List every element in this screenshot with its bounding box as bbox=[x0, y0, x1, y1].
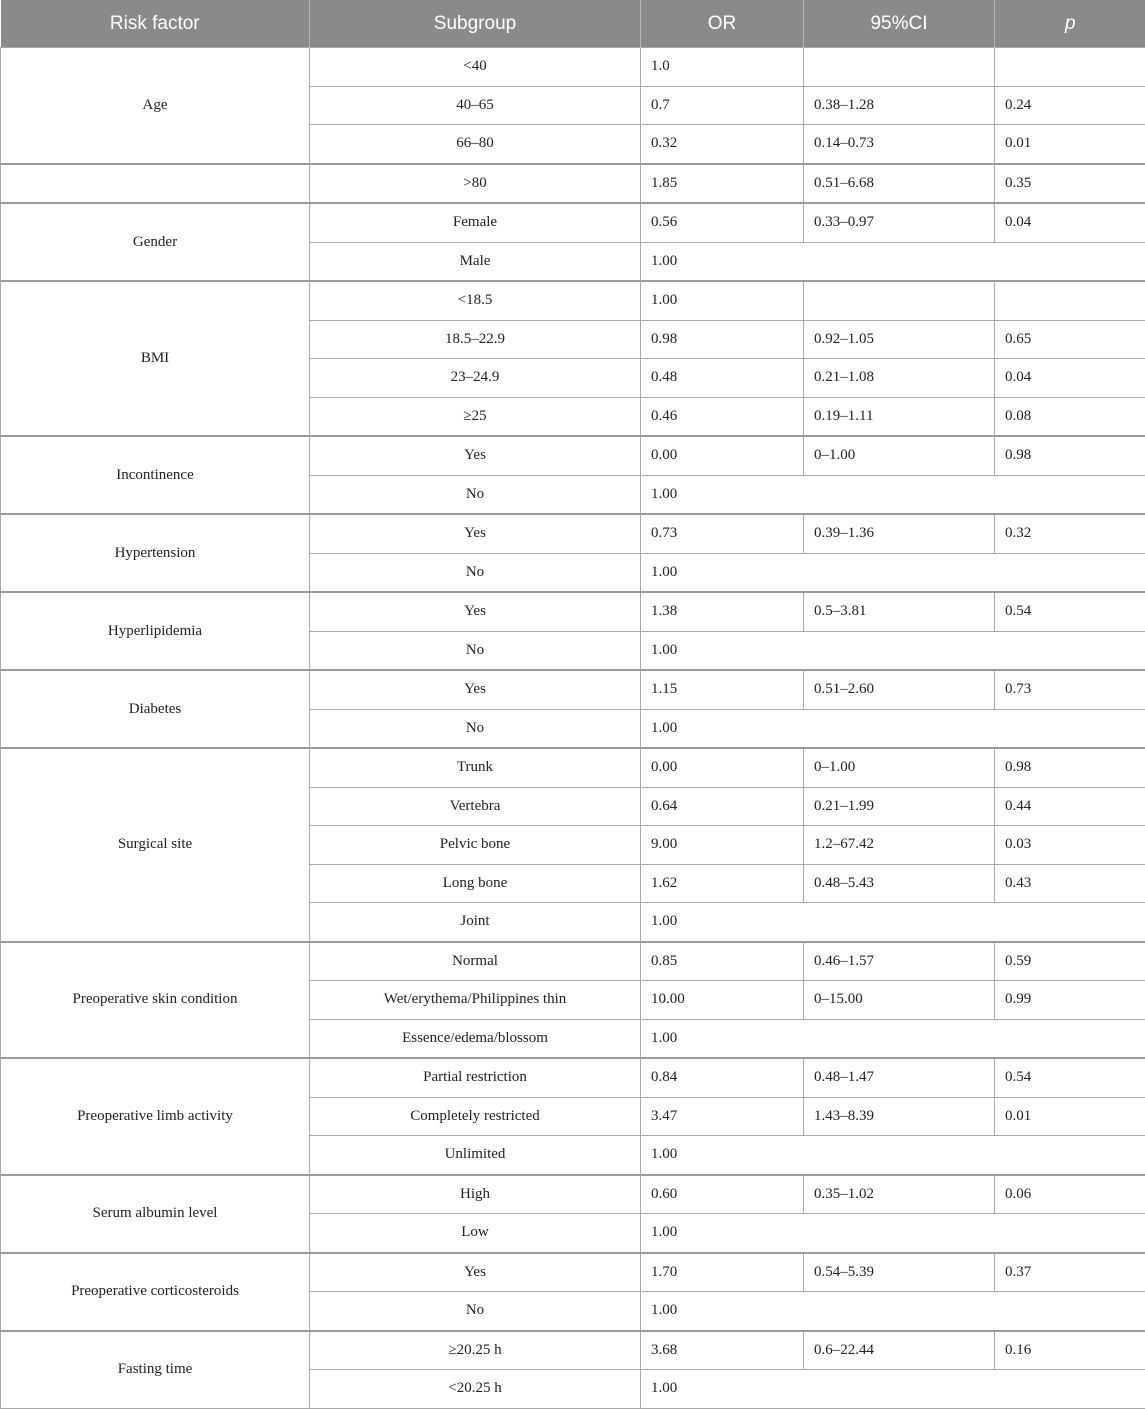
table-row bbox=[1, 48, 1145, 87]
table-row bbox=[1, 1253, 1145, 1292]
subgroup-cell: Joint bbox=[310, 903, 641, 942]
or-cell: 3.68 bbox=[641, 1331, 804, 1370]
subgroup-cell: Normal bbox=[310, 942, 641, 981]
ci-cell: 0.54–5.39 bbox=[804, 1253, 995, 1292]
p-value-cell: 0.35 bbox=[995, 164, 1145, 204]
table-row bbox=[1, 281, 1145, 320]
risk-factor-cell: Preoperative limb activity bbox=[1, 1058, 310, 1175]
risk-factor-cell: Incontinence bbox=[1, 436, 310, 514]
subgroup-cell: Female bbox=[310, 203, 641, 242]
subgroup-cell: <40 bbox=[310, 48, 641, 87]
reference-or-cell: 1.00 bbox=[641, 475, 1145, 514]
table-row bbox=[1, 436, 1145, 475]
or-cell: 1.38 bbox=[641, 592, 804, 631]
subgroup-cell: No bbox=[310, 553, 641, 592]
or-cell: 1.70 bbox=[641, 1253, 804, 1292]
reference-or-cell: 1.00 bbox=[641, 553, 1145, 592]
subgroup-cell: 18.5–22.9 bbox=[310, 320, 641, 359]
subgroup-cell: Trunk bbox=[310, 748, 641, 787]
risk-factor-cell: Age bbox=[1, 48, 310, 164]
ci-cell: 0–1.00 bbox=[804, 436, 995, 475]
or-cell: 9.00 bbox=[641, 826, 804, 865]
or-cell: 1.62 bbox=[641, 864, 804, 903]
or-cell: 0.00 bbox=[641, 436, 804, 475]
subgroup-cell: No bbox=[310, 631, 641, 670]
subgroup-cell: No bbox=[310, 1292, 641, 1331]
reference-or-cell: 1.00 bbox=[641, 709, 1145, 748]
or-cell: 0.60 bbox=[641, 1175, 804, 1214]
subgroup-cell: Low bbox=[310, 1214, 641, 1253]
table-body bbox=[1, 48, 1145, 1409]
risk-factor-cell: Preoperative corticosteroids bbox=[1, 1253, 310, 1331]
ci-cell: 0.35–1.02 bbox=[804, 1175, 995, 1214]
reference-or-cell: 1.00 bbox=[641, 242, 1145, 281]
risk-factor-cell: Diabetes bbox=[1, 670, 310, 748]
table-row bbox=[1, 1175, 1145, 1214]
ci-cell: 0–1.00 bbox=[804, 748, 995, 787]
table-row bbox=[1, 942, 1145, 981]
risk-factor-cell bbox=[1, 164, 310, 204]
subgroup-cell: Yes bbox=[310, 592, 641, 631]
risk-factor-cell: Surgical site bbox=[1, 748, 310, 942]
p-value-cell: 0.04 bbox=[995, 203, 1145, 242]
or-cell: 0.00 bbox=[641, 748, 804, 787]
p-value-cell: 0.98 bbox=[995, 436, 1145, 475]
p-value-cell bbox=[995, 48, 1145, 87]
subgroup-cell: Male bbox=[310, 242, 641, 281]
risk-factor-cell: Gender bbox=[1, 203, 310, 281]
ci-cell: 0.33–0.97 bbox=[804, 203, 995, 242]
table-row bbox=[1, 1331, 1145, 1370]
subgroup-cell: Partial restriction bbox=[310, 1058, 641, 1097]
p-value-cell: 0.65 bbox=[995, 320, 1145, 359]
risk-factor-cell: Serum albumin level bbox=[1, 1175, 310, 1253]
ci-cell: 0.5–3.81 bbox=[804, 592, 995, 631]
ci-cell: 0.14–0.73 bbox=[804, 125, 995, 164]
p-value-cell: 0.32 bbox=[995, 514, 1145, 553]
table-row bbox=[1, 164, 1145, 204]
or-cell: 0.73 bbox=[641, 514, 804, 553]
table-row bbox=[1, 670, 1145, 709]
subgroup-cell: Essence/edema/blossom bbox=[310, 1019, 641, 1058]
reference-or-cell: 1.00 bbox=[641, 1370, 1145, 1409]
p-value-cell: 0.04 bbox=[995, 359, 1145, 398]
ci-cell: 0–15.00 bbox=[804, 981, 995, 1020]
reference-or-cell: 1.00 bbox=[641, 1019, 1145, 1058]
subgroup-cell: 40–65 bbox=[310, 86, 641, 125]
header-p: p bbox=[995, 0, 1145, 48]
p-value-cell: 0.01 bbox=[995, 1097, 1145, 1136]
p-value-cell bbox=[995, 281, 1145, 320]
header-or: OR bbox=[641, 0, 804, 48]
table-row bbox=[1, 592, 1145, 631]
reference-or-cell: 1.00 bbox=[641, 1214, 1145, 1253]
p-value-cell: 0.99 bbox=[995, 981, 1145, 1020]
subgroup-cell: No bbox=[310, 709, 641, 748]
risk-factor-cell: Preoperative skin condition bbox=[1, 942, 310, 1059]
header-risk-factor: Risk factor bbox=[1, 0, 310, 48]
reference-or-cell: 1.00 bbox=[641, 631, 1145, 670]
or-cell: 3.47 bbox=[641, 1097, 804, 1136]
ci-cell: 0.51–6.68 bbox=[804, 164, 995, 204]
table-row bbox=[1, 514, 1145, 553]
or-cell: 1.0 bbox=[641, 48, 804, 87]
or-cell: 1.15 bbox=[641, 670, 804, 709]
or-cell: 0.46 bbox=[641, 397, 804, 436]
reference-or-cell: 1.00 bbox=[641, 1136, 1145, 1175]
subgroup-cell: Pelvic bone bbox=[310, 826, 641, 865]
ci-cell: 0.92–1.05 bbox=[804, 320, 995, 359]
p-value-cell: 0.98 bbox=[995, 748, 1145, 787]
ci-cell: 0.39–1.36 bbox=[804, 514, 995, 553]
ci-cell: 0.51–2.60 bbox=[804, 670, 995, 709]
ci-cell: 0.48–1.47 bbox=[804, 1058, 995, 1097]
ci-cell: 0.46–1.57 bbox=[804, 942, 995, 981]
subgroup-cell: ≥25 bbox=[310, 397, 641, 436]
subgroup-cell: Yes bbox=[310, 1253, 641, 1292]
subgroup-cell: >80 bbox=[310, 164, 641, 204]
or-cell: 0.7 bbox=[641, 86, 804, 125]
p-value-cell: 0.54 bbox=[995, 1058, 1145, 1097]
subgroup-cell: 23–24.9 bbox=[310, 359, 641, 398]
p-value-cell: 0.03 bbox=[995, 826, 1145, 865]
table-row bbox=[1, 1058, 1145, 1097]
ci-cell: 0.48–5.43 bbox=[804, 864, 995, 903]
ci-cell: 1.2–67.42 bbox=[804, 826, 995, 865]
table-row bbox=[1, 748, 1145, 787]
subgroup-cell: Yes bbox=[310, 436, 641, 475]
subgroup-cell: Long bone bbox=[310, 864, 641, 903]
or-cell: 0.64 bbox=[641, 787, 804, 826]
or-cell: 0.56 bbox=[641, 203, 804, 242]
subgroup-cell: <20.25 h bbox=[310, 1370, 641, 1409]
subgroup-cell: Yes bbox=[310, 670, 641, 709]
subgroup-cell: High bbox=[310, 1175, 641, 1214]
ci-cell: 0.19–1.11 bbox=[804, 397, 995, 436]
risk-factor-cell: Hyperlipidemia bbox=[1, 592, 310, 670]
or-cell: 0.32 bbox=[641, 125, 804, 164]
subgroup-cell: No bbox=[310, 475, 641, 514]
ci-cell: 0.21–1.08 bbox=[804, 359, 995, 398]
p-value-cell: 0.54 bbox=[995, 592, 1145, 631]
or-cell: 0.48 bbox=[641, 359, 804, 398]
header-row bbox=[1, 0, 1145, 48]
p-value-cell: 0.73 bbox=[995, 670, 1145, 709]
ci-cell: 0.6–22.44 bbox=[804, 1331, 995, 1370]
p-value-cell: 0.24 bbox=[995, 86, 1145, 125]
ci-cell: 1.43–8.39 bbox=[804, 1097, 995, 1136]
ci-cell bbox=[804, 48, 995, 87]
or-cell: 0.98 bbox=[641, 320, 804, 359]
ci-cell: 0.21–1.99 bbox=[804, 787, 995, 826]
header-ci: 95%CI bbox=[804, 0, 995, 48]
subgroup-cell: 66–80 bbox=[310, 125, 641, 164]
p-value-cell: 0.59 bbox=[995, 942, 1145, 981]
subgroup-cell: Unlimited bbox=[310, 1136, 641, 1175]
risk-factor-cell: BMI bbox=[1, 281, 310, 436]
p-value-cell: 0.37 bbox=[995, 1253, 1145, 1292]
p-value-cell: 0.08 bbox=[995, 397, 1145, 436]
p-value-cell: 0.01 bbox=[995, 125, 1145, 164]
subgroup-cell: Wet/erythema/Philippines thin bbox=[310, 981, 641, 1020]
p-value-cell: 0.43 bbox=[995, 864, 1145, 903]
subgroup-cell: <18.5 bbox=[310, 281, 641, 320]
or-cell: 0.84 bbox=[641, 1058, 804, 1097]
or-cell: 1.85 bbox=[641, 164, 804, 204]
ci-cell bbox=[804, 281, 995, 320]
subgroup-cell: Vertebra bbox=[310, 787, 641, 826]
header-subgroup: Subgroup bbox=[310, 0, 641, 48]
subgroup-cell: Yes bbox=[310, 514, 641, 553]
reference-or-cell: 1.00 bbox=[641, 1292, 1145, 1331]
subgroup-cell: ≥20.25 h bbox=[310, 1331, 641, 1370]
subgroup-cell: Completely restricted bbox=[310, 1097, 641, 1136]
p-value-cell: 0.06 bbox=[995, 1175, 1145, 1214]
p-value-cell: 0.44 bbox=[995, 787, 1145, 826]
risk-factor-cell: Fasting time bbox=[1, 1331, 310, 1409]
risk-factor-cell: Hypertension bbox=[1, 514, 310, 592]
or-cell: 1.00 bbox=[641, 281, 804, 320]
or-cell: 0.85 bbox=[641, 942, 804, 981]
table-row bbox=[1, 203, 1145, 242]
reference-or-cell: 1.00 bbox=[641, 903, 1145, 942]
ci-cell: 0.38–1.28 bbox=[804, 86, 995, 125]
or-cell: 10.00 bbox=[641, 981, 804, 1020]
p-value-cell: 0.16 bbox=[995, 1331, 1145, 1370]
